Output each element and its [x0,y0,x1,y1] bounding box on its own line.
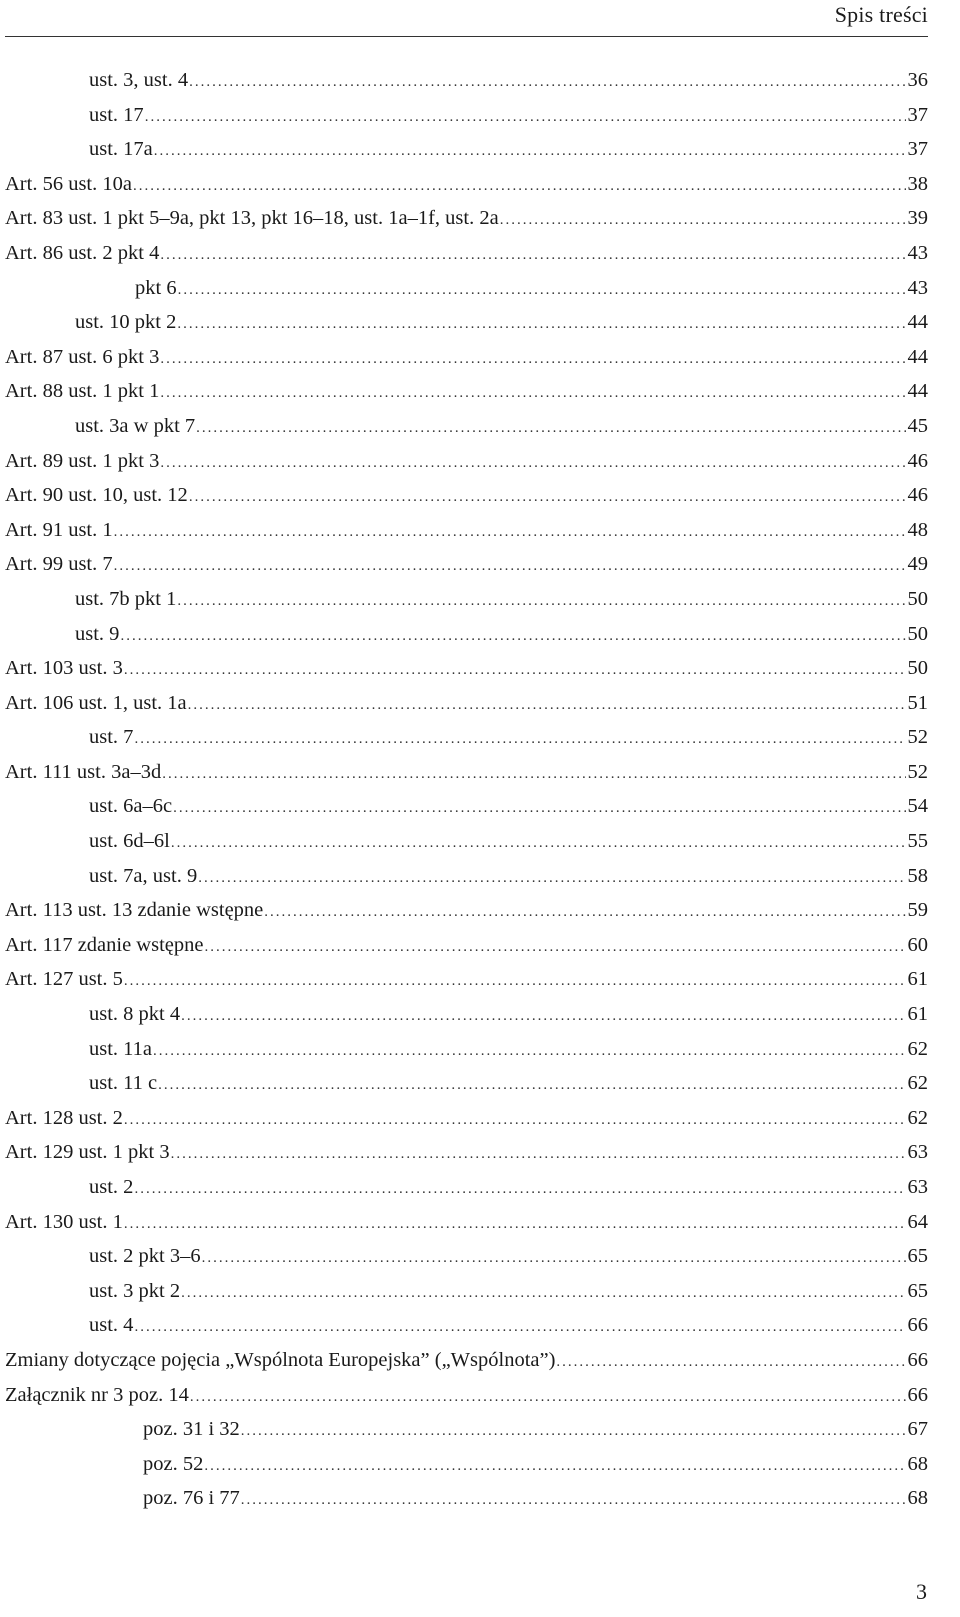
toc-entry-label: Art. 128 ust. 2 [5,1106,123,1129]
dot-leader [181,1278,905,1308]
toc-entry-label: ust. 7a, ust. 9 [89,864,198,887]
toc-entry-page: 65 [907,1245,928,1268]
toc-entry-page: 46 [907,484,928,507]
dot-leader [500,205,906,235]
toc-entry-label: ust. 9 [75,622,120,645]
toc-entry [5,515,928,550]
toc-entry-label: Załącznik nr 3 poz. 14 [5,1383,189,1406]
toc-entry-page: 55 [907,830,928,853]
toc-entry [5,1380,928,1415]
toc-entry [5,653,928,688]
toc-entry-page: 43 [907,276,928,299]
running-header-title: Spis treści [834,2,928,27]
toc-entry [5,619,928,654]
toc-entry-page: 49 [907,553,928,576]
toc-entry-page: 38 [907,172,928,195]
toc-entry [5,549,928,584]
toc-entry-label: ust. 10 pkt 2 [75,311,177,334]
dot-leader [264,897,905,927]
dot-leader [160,240,905,270]
toc-entry-label: Art. 91 ust. 1 [5,518,113,541]
dot-leader [153,1036,905,1066]
toc-entry-page: 62 [907,1072,928,1095]
toc-entry-label: ust. 3, ust. 4 [89,69,189,91]
toc-entry [5,480,928,515]
dot-leader [556,1347,905,1377]
toc-entry-label: Art. 89 ust. 1 pkt 3 [5,449,160,472]
toc-entry-page: 44 [907,345,928,368]
toc-entry [5,307,928,342]
toc-entry-label: Art. 87 ust. 6 pkt 3 [5,345,160,368]
dot-leader [189,482,906,512]
toc-entry [5,1137,928,1172]
toc-entry-page: 61 [907,1003,928,1026]
dot-leader [204,932,905,962]
dot-leader [171,828,906,858]
dot-leader [177,586,905,616]
toc-entry [5,273,928,308]
dot-leader [198,863,905,893]
toc-entry-page: 44 [907,380,928,403]
dot-leader [162,759,905,789]
toc-entry-page: 65 [907,1279,928,1302]
dot-leader [181,1001,905,1031]
toc-entry-page: 50 [907,622,928,645]
dot-leader [241,1416,906,1446]
dot-leader [134,1312,905,1342]
dot-leader [241,1485,906,1515]
toc-entry [5,688,928,723]
dot-leader [190,1382,906,1412]
dot-leader [196,413,905,443]
toc-entry-label: Art. 117 zdanie wstępne [5,933,204,956]
toc-entry-page: 51 [907,691,928,714]
toc-entry-page: 52 [907,760,928,783]
toc-entry-page: 60 [907,933,928,956]
toc-entry [5,1068,928,1103]
toc-entry-label: Art. 88 ust. 1 pkt 1 [5,380,160,403]
toc-entry-label: Art. 90 ust. 10, ust. 12 [5,484,188,507]
toc-entry [5,895,928,930]
toc-entry-label: poz. 52 [143,1452,204,1475]
toc-entry [5,1483,928,1518]
dot-leader [145,102,906,132]
toc-entry [5,1414,928,1449]
toc-entry [5,342,928,377]
toc-entry-label: ust. 6a–6c [89,795,173,818]
toc-entry [5,722,928,757]
dot-leader [171,1139,906,1169]
dot-leader [160,344,905,374]
toc-entry-page: 50 [907,587,928,610]
toc-entry-label: ust. 7b pkt 1 [75,587,177,610]
toc-entry [5,411,928,446]
toc-entry [5,1276,928,1311]
dot-leader [114,517,906,547]
dot-leader [124,1209,906,1239]
toc-entry-page: 64 [907,1210,928,1233]
dot-leader [154,136,906,166]
toc-entry-page: 48 [907,518,928,541]
dot-leader [134,724,905,754]
toc-entry-label: poz. 31 i 32 [143,1418,240,1441]
toc-entry [5,1172,928,1207]
toc-entry [5,446,928,481]
toc-entry-page: 37 [907,138,928,161]
toc-entry-label: Art. 86 ust. 2 pkt 4 [5,241,160,264]
dot-leader [124,966,906,996]
dot-leader [158,1070,905,1100]
toc-entry [5,65,928,100]
toc-entry-label: pkt 6 [135,276,177,299]
toc-entry-label: ust. 2 [89,1176,134,1198]
toc-entry-page: 63 [907,1176,928,1198]
toc-entry [5,791,928,826]
toc-entry-label: ust. 4 [89,1314,134,1337]
toc-entry-label: Art. 130 ust. 1 [5,1210,123,1233]
table-of-contents [5,65,928,1518]
toc-entry-page: 66 [907,1348,928,1371]
toc-entry-page: 39 [907,207,928,230]
toc-entry-label: ust. 6d–6l [89,830,170,853]
dot-leader [124,1105,906,1135]
dot-leader [189,67,905,97]
toc-entry-label: ust. 17 [89,103,144,126]
toc-entry [5,1034,928,1069]
toc-entry-label: Art. 103 ust. 3 [5,657,123,680]
dot-leader [134,1174,905,1204]
toc-entry-label: ust. 3a w pkt 7 [75,414,196,437]
toc-entry-page: 54 [907,795,928,818]
toc-entry-page: 43 [907,241,928,264]
toc-entry-page: 68 [907,1487,928,1510]
toc-entry [5,1241,928,1276]
toc-entry-label: ust. 11 c [89,1072,158,1095]
toc-entry-label: ust. 11a [89,1037,153,1060]
toc-entry-label: poz. 76 i 77 [143,1487,240,1510]
toc-entry-page: 68 [907,1452,928,1475]
page-number: 3 [916,1579,927,1604]
toc-entry [5,100,928,135]
toc-entry [5,169,928,204]
dot-leader [178,275,906,305]
toc-entry-label: Art. 113 ust. 13 zdanie wstępne [5,899,264,922]
toc-entry-label: Art. 106 ust. 1, ust. 1a [5,691,187,714]
dot-leader [124,655,906,685]
dot-leader [202,1243,906,1273]
toc-entry [5,757,928,792]
toc-entry-page: 63 [907,1141,928,1164]
dot-leader [133,171,906,201]
toc-entry [5,203,928,238]
dot-leader [120,621,905,651]
toc-entry-page: 67 [907,1418,928,1441]
toc-entry [5,1449,928,1484]
toc-entry-label: ust. 7 [89,726,134,749]
toc-entry-page: 46 [907,449,928,472]
toc-entry-page: 45 [907,414,928,437]
toc-entry-page: 66 [907,1314,928,1337]
dot-leader [173,793,905,823]
toc-entry [5,134,928,169]
toc-entry-label: Art. 83 ust. 1 pkt 5–9a, pkt 13, pkt 16–18, ust. 1a–1f, ust. 2a [5,207,499,230]
toc-entry [5,999,928,1034]
toc-entry-page: 52 [907,726,928,749]
dot-leader [114,551,906,581]
dot-leader [160,448,905,478]
toc-entry-page: 58 [907,864,928,887]
toc-entry [5,1103,928,1138]
toc-entry-label: Art. 129 ust. 1 pkt 3 [5,1141,170,1164]
toc-entry-page: 59 [907,899,928,922]
toc-entry [5,376,928,411]
toc-entry [5,861,928,896]
toc-entry-label: Art. 111 ust. 3a–3d [5,760,162,783]
dot-leader [177,309,905,339]
toc-entry-page: 62 [907,1106,928,1129]
toc-entry-label: Zmiany dotyczące pojęcia „Wspólnota Europejska” („Wspólnota”) [5,1348,556,1371]
toc-entry [5,1345,928,1380]
toc-entry [5,1207,928,1242]
toc-entry-label: ust. 8 pkt 4 [89,1003,181,1026]
toc-entry-label: Art. 127 ust. 5 [5,968,123,991]
dot-leader [188,690,906,720]
header-divider [5,36,928,37]
toc-entry-page: 61 [907,968,928,991]
toc-entry-label: ust. 17a [89,138,153,161]
toc-entry-page: 62 [907,1037,928,1060]
toc-entry [5,826,928,861]
toc-entry [5,964,928,999]
toc-entry [5,930,928,965]
toc-entry [5,238,928,273]
toc-entry [5,584,928,619]
toc-entry-page: 37 [907,103,928,126]
toc-entry [5,1310,928,1345]
toc-entry-label: Art. 99 ust. 7 [5,553,113,576]
toc-entry-label: ust. 3 pkt 2 [89,1279,181,1302]
toc-entry-page: 36 [907,69,928,91]
dot-leader [204,1451,905,1481]
toc-entry-page: 44 [907,311,928,334]
toc-entry-page: 50 [907,657,928,680]
dot-leader [160,378,905,408]
toc-entry-page: 66 [907,1383,928,1406]
toc-entry-label: Art. 56 ust. 10a [5,172,132,195]
toc-entry-label: ust. 2 pkt 3–6 [89,1245,201,1268]
